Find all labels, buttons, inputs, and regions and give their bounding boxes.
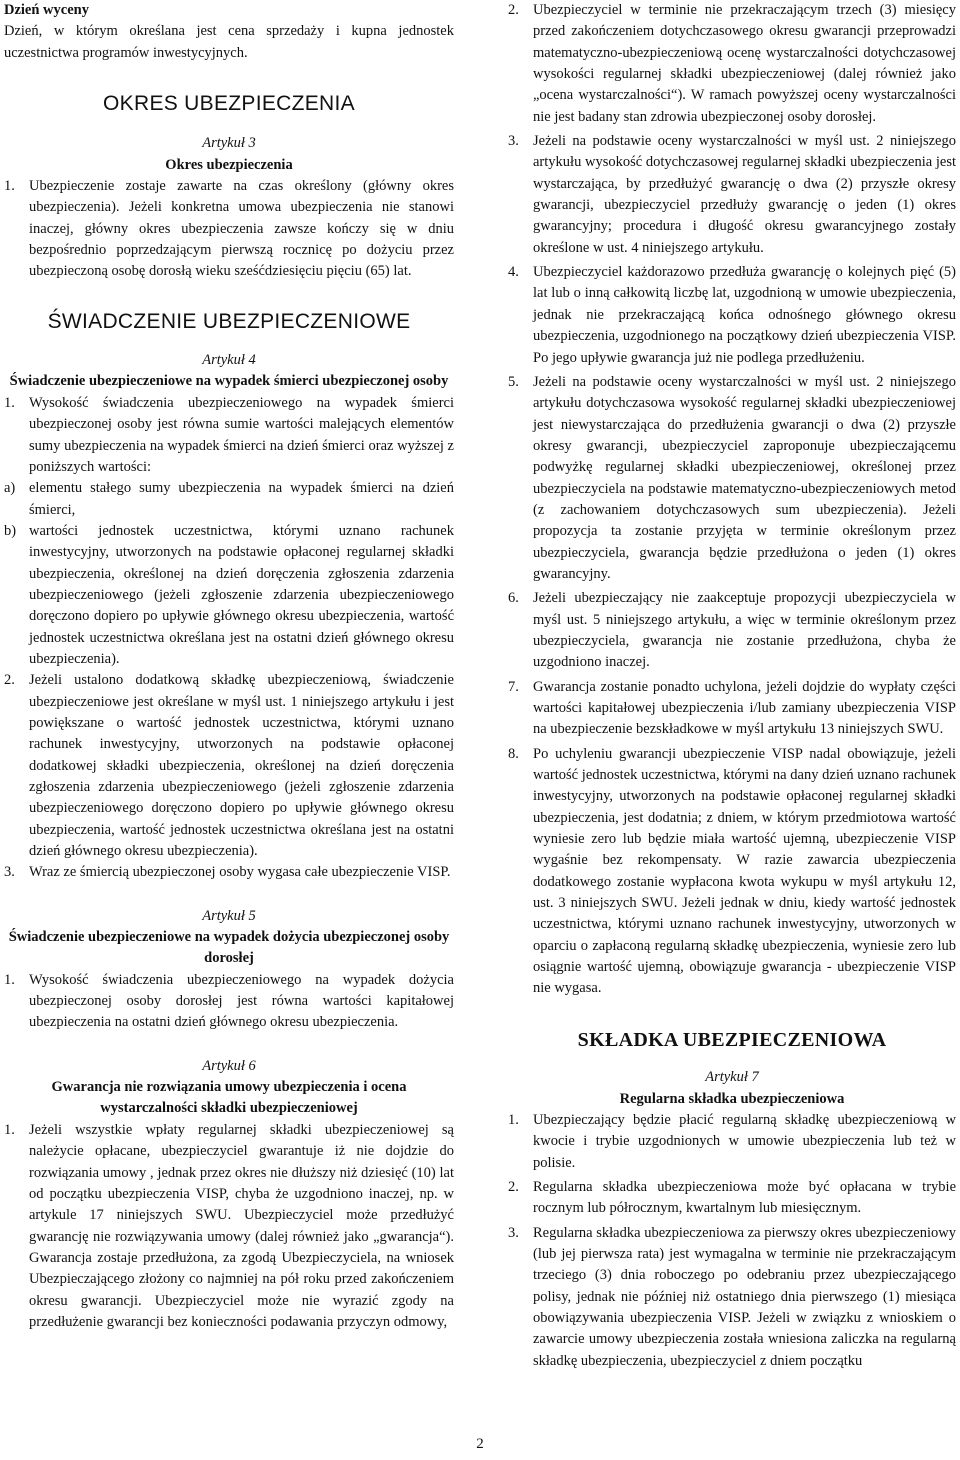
article-6-para-7 (508, 677, 956, 741)
section-title-okres: OKRES UBEZPIECZENIA (103, 92, 355, 116)
paragraph-text: Regularna składka ubezpieczeniowa za pierwszy okres ubezpieczeniowy (lub jej pierwsza rata) jest wymagalna w terminie nie przekraczającym trzeciego (3) dnia roboczego po odebraniu przez ubezpieczającego polisy, jednak nie później niż ostatniego dnia pierwszego (1) miesiąca obowiązywania ubezpieczenia VISP. Jeżeli w związku z wnioskiem o zawarcie umowy ubezpieczenia została wniesiona zaliczka na regularną składkę ubezpieczenia, ubezpieczyciel z dniem początku (533, 1224, 956, 1369)
paragraph-text: Ubezpieczenie zostaje zawarte na czas określony (główny okres ubezpieczenia). Jeżeli konkretna umowa ubezpieczenia nie stanowi inaczej, główny okres ubezpieczenia zawsze kończy się w dniu bezpośrednio poprzedzającym pierwszą rocznicę po dożyciu przez ubezpieczoną osobę dorosłą wieku sześćdziesięciu pięciu (65) lat. (29, 178, 454, 280)
article-6-para-3 (508, 131, 956, 259)
article-5-para-1 (4, 970, 454, 1034)
article-7-para-1 (508, 1110, 956, 1174)
item-number: 1. (4, 1121, 15, 1138)
article-6-label: Artykuł 6 (202, 1057, 256, 1074)
paragraph-text: elementu stałego sumy ubezpieczenia na wypadek śmierci na dzień śmierci, (29, 480, 454, 518)
article-3-para-1 (4, 176, 454, 283)
article-7-label: Artykuł 7 (705, 1069, 759, 1086)
term-definition: Dzień, w którym określana jest cena sprzedaży i kupna jednostek uczestnictwa programów inwestycyjnych. (4, 23, 454, 61)
item-number: 1. (4, 178, 15, 195)
paragraph-text: Ubezpieczyciel w terminie nie przekraczającym trzech (3) miesięcy przed zakończeniem dotychczasowego okresu gwarancji przeprowadzi matematyczno-ubezpieczeniową ocenę wystarczalności dotychczasowej wysokości regularnej składki ubezpieczeniowej (dalej również jako „ocena wystarczalności“). W ramach powyższej oceny wystarczalności nie jest badany stan zdrowia ubezpieczonej osoby dorosłej. (533, 2, 956, 125)
left-column (4, 0, 454, 1333)
article-6-para-4 (508, 262, 956, 369)
term-title: Dzień wyceny (4, 2, 89, 18)
item-number: 2. (4, 672, 15, 689)
article-4-para-3 (4, 862, 454, 883)
article-7-para-2 (508, 1177, 956, 1220)
article-4-item-b (4, 521, 454, 670)
paragraph-text: Ubezpieczający będzie płacić regularną składkę ubezpieczeniową w kwocie i trybie uzgodnionych w umowie ubezpieczenia lub też w polisie. (533, 1111, 956, 1171)
paragraph-text: Jeżeli na podstawie oceny wystarczalności w myśl ust. 2 niniejszego artykułu dotychczasowa wysokość regularnej składki ubezpieczeniowej jest niewystarczająca do przedłużenia gwarancji o dwa (2) przyszłe okresy gwarancji, ubezpieczyciel zaproponuje ubezpieczającemu podwyżkę regularnej składki ubezpieczeniowej, określonej przez ubezpieczyciela na podstawie matematyczno-ubezpieczeniowych metod (z zachowaniem dotychczasowych sum ubezpieczenia). Jeżeli propozycja ta zostanie przyjęta w terminie określonym przez ubezpieczyciela, gwarancja będzie przedłużona o jeden (1) okres gwarancyjny. (533, 373, 956, 582)
item-number: 3. (508, 1224, 519, 1241)
paragraph-text: Ubezpieczyciel każdorazowo przedłuża gwarancję o kolejnych pięć (5) lat lub o inną całkowitą liczbę lat, uzgodnioną w umowie ubezpieczenia, jednak nie przekraczającą końca odnośnego głównego okresu ubezpieczenia, uzgodnionego na początkowy dzień ubezpieczenia VISP. Po jego upływie gwarancja już nie podlega przedłużeniu. (533, 264, 956, 366)
article-4-title: Świadczenie ubezpieczeniowe na wypadek śmierci ubezpieczonej osoby (9, 373, 449, 390)
article-3-label: Artykuł 3 (202, 135, 256, 152)
article-6-para-8 (508, 744, 956, 1000)
paragraph-text: Jeżeli ustalono dodatkową składkę ubezpieczeniową, świadczenie ubezpieczeniowe jest określane w myśl ust. 1 niniejszego artykułu i jest powiększane o wartość jednostek uczestnictwa, którymi uznano rachunek inwestycyjny, utworzonych na podstawie opłaconej dodatkowej składki ubezpieczenia, określonej na dzień doręczenia zgłoszenia zdarzenia ubezpieczeniowego (jeżeli zgłoszenie zdarzenia ubezpieczeniowego doręczono dopiero po upływie głównego okresu ubezpieczenia, wartość jednostek uczestnictwa określana jest na ostatni dzień głównego okresu ubezpieczenia). (29, 672, 454, 860)
item-number: 7. (508, 678, 519, 695)
paragraph-text: Wraz ze śmiercią ubezpieczonej osoby wygasa całe ubezpieczenie VISP. (29, 864, 451, 881)
article-4-item-a (4, 478, 454, 521)
paragraph-text: Jeżeli ubezpieczający nie zaakceptuje propozycji ubezpieczyciela w myśl ust. 5 niniejszego artykułu, a więc w terminie określonym przez ubezpieczyciela, gwarancja nie zostanie przedłużona, chyba że uzgodniono inaczej. (533, 590, 956, 671)
article-3-title: Okres ubezpieczenia (165, 156, 293, 173)
article-6-para-6 (508, 588, 956, 673)
item-number: 1. (4, 971, 15, 988)
article-5-label: Artykuł 5 (202, 907, 256, 924)
article-6-para-2 (508, 0, 956, 128)
section-title-skladka: SKŁADKA UBEZPIECZENIOWA (577, 1028, 887, 1051)
paragraph-text: Jeżeli na podstawie oceny wystarczalności w myśl ust. 2 niniejszego artykułu wysokość dotychczasowej regularnej składki ubezpieczenia jest wystarczająca, by przedłużyć gwarancję o dwa (2) przyszłe okresy gwarancji, ubezpieczyciel przedłuży gwarancję o jeden (1) okres gwarancyjny; procedura i długość okresu gwarancyjnego zostały określone w ust. 4 niniejszego artykułu. (533, 133, 956, 256)
section-title-swiadczenie: ŚWIADCZENIE UBEZPIECZENIOWE (47, 309, 411, 333)
paragraph-text: Regularna składka ubezpieczeniowa może być opłacana w trybie rocznym lub półrocznym, kwartalnym lub miesięcznym. (533, 1178, 956, 1217)
paragraph-text: Wysokość świadczenia ubezpieczeniowego na wypadek śmierci ubezpieczonej osoby jest równa sumie wartości malejących elementów sumy ubezpieczenia na wypadek śmierci na dzień śmierci oraz wyższej z poniższych wartości: (29, 394, 454, 475)
paragraph-text: Jeżeli wszystkie wpłaty regularnej składki ubezpieczeniowej są należycie opłacane, ubezpieczyciel gwarantuje iż nie dojdzie do rozwiązania umowy , jednak przez okres nie dłuższy niż dziesięć (10) lat od początku ubezpieczenia VISP, chyba że uzgodniono inaczej, np. w artykule 17 niniejszych SWU. Ubezpieczyciel może przedłużyć gwarancję nie rozwiązywania umowy (dalej również jako „gwarancja“). Gwarancja zostaje przedłużona, za zgodą Ubezpieczyciela, na wniosek Ubezpieczającego złożony co najmniej na pół roku przed zakończeniem okresu gwarancji. Ubezpieczyciel może nie wyrazić zgody na przedłużenie gwarancji bez konieczności podawania przyczyn odmowy, (29, 1121, 454, 1330)
item-letter: a) (4, 480, 16, 497)
page-number: 2 (476, 1436, 484, 1452)
article-4-label: Artykuł 4 (202, 352, 256, 369)
item-number: 1. (508, 1111, 519, 1128)
paragraph-text: wartości jednostek uczestnictwa, którymi uznano rachunek inwestycyjny, utworzonych na podstawie opłaconej regularnej składki ubezpieczenia, określonej na dzień doręczenia zgłoszenia zdarzenia ubezpieczeniowego (jeżeli zgłoszenie zdarzenia ubezpieczeniowego doręczono dopiero po upływie głównego okresu ubezpieczenia, wartość jednostek uczestnictwa określana jest na ostatni dzień głównego okresu ubezpieczenia). (29, 522, 454, 667)
item-number: 8. (508, 745, 519, 762)
article-7-para-3 (508, 1223, 956, 1372)
item-number: 3. (508, 133, 519, 150)
paragraph-text: Po uchyleniu gwarancji ubezpieczenie VISP nadal obowiązuje, jeżeli wartość jednostek uczestnictwa, którymi na dany dzień uznano rachunek inwestycyjny, utworzonych na podstawie opłaconej regularnej składki ubezpieczenia, jest dodatnia; z dniem, w którym przedmiotowa wartość wyniesie zero lub będzie miała wartość ujemną, ubezpieczenie VISP wygaśnie bez rekompensaty. W razie zawarcia ubezpieczenia dodatkowego zostanie wypłacona kwota wykupu w myśl artykułu 12, ust. 3 niniejszych SWU. Jeżeli jednak w dniu, kiedy wartość jednostek uczestnictwa, którymi uznano rachunek inwestycyjny, utworzonych w oparciu o zapłaconą regularną składkę ubezpieczenia, wyniesie zero lub osiągnie wartość ujemną, obowiązuje gwarancja - ubezpieczenie VISP nie wygasa. (533, 745, 956, 997)
article-4-para-2 (4, 670, 454, 862)
article-6-title: Gwarancja nie rozwiązania umowy ubezpieczenia i ocena wystarczalności składki ubezpieczeniowej (51, 1079, 407, 1117)
right-column (508, 0, 956, 1372)
article-5-title: Świadczenie ubezpieczeniowe na wypadek dożycia ubezpieczonej osoby dorosłej (8, 929, 450, 967)
article-6-para-5 (508, 372, 956, 585)
paragraph-text: Gwarancja zostanie ponadto uchylona, jeżeli dojdzie do wypłaty części wartości kapitałowej ubezpieczenia i/lub zamiany ubezpieczenia VISP na ubezpieczenie bezskładkowe w myśl artykułu 13 niniejszych SWU. (533, 678, 956, 738)
item-number: 6. (508, 590, 519, 607)
item-letter: b) (4, 522, 17, 539)
item-number: 3. (4, 864, 15, 881)
article-4-para-1 (4, 393, 454, 478)
item-number: 4. (508, 264, 519, 281)
item-number: 1. (4, 394, 15, 411)
item-number: 2. (508, 2, 519, 18)
article-7-title: Regularna składka ubezpieczeniowa (619, 1090, 845, 1107)
paragraph-text: Wysokość świadczenia ubezpieczeniowego na wypadek dożycia ubezpieczonej osoby dorosłej jest równa wartości kapitałowej ubezpieczenia na ostatni dzień głównego okresu ubezpieczenia. (29, 971, 454, 1031)
item-number: 2. (508, 1178, 519, 1195)
article-6-para-1 (4, 1120, 454, 1333)
item-number: 5. (508, 373, 519, 390)
